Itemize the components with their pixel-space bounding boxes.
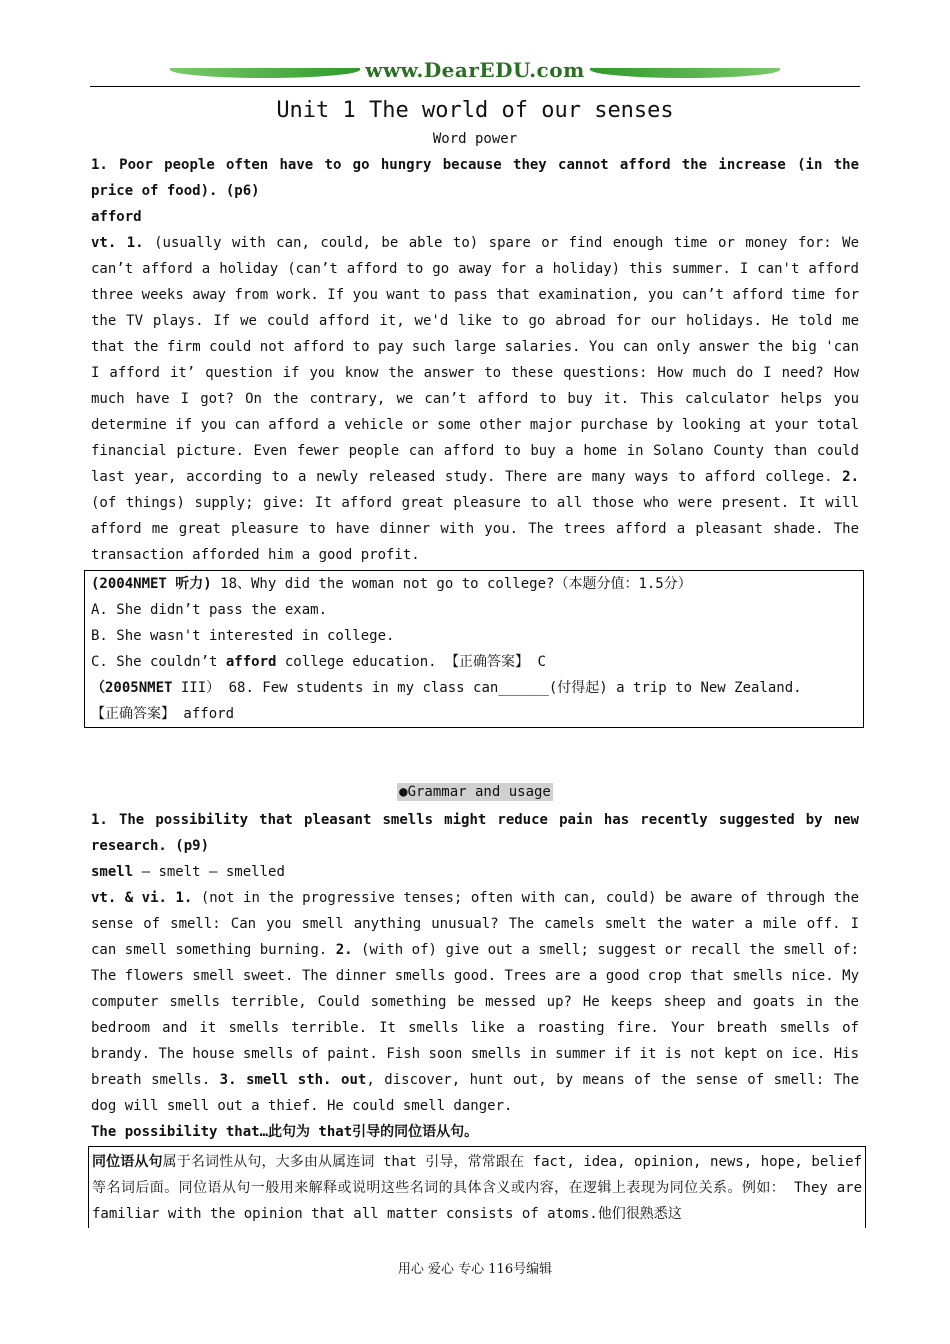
grammar-section-title: ●Grammar and usage <box>399 784 551 800</box>
def-text: (of things) supply; give: It afford great pleasure to all those who were present. It will afford me great pleasure to have dinner with you. The trees afford a pleasant shade. The transaction afforded him a good profit. <box>91 495 859 563</box>
option-b: B. She wasn't interested in college. <box>91 628 395 644</box>
logo-swoosh-left <box>170 68 360 78</box>
def-text: , discover, hunt out, by means of the sense of smell: The dog will smell out a thief. He could smell danger. <box>91 1072 860 1114</box>
exam-source: (2004NMET 听力) <box>91 576 212 592</box>
def-label: vt. 1. <box>91 235 144 251</box>
logo-swoosh-right <box>590 68 780 78</box>
grammar-note: The possibility that…此句为 that引导的同位语从句。 <box>91 1124 479 1140</box>
def-text: (not in the progressive tenses; often with can, could) be aware of through the sense of smell: Can you smell anything unusual? The camels smelt the water a mile off. I can smell something burning. <box>91 890 859 958</box>
option-a: A. She didn’t pass the exam. <box>91 602 328 618</box>
appositive-clause-box <box>88 1146 866 1228</box>
exam-question-2 <box>91 675 802 701</box>
exam-answer: 【正确答案】 afford <box>91 706 235 722</box>
option-c <box>91 649 546 675</box>
appositive-text: 属于名词性从句，大多由从属连词 that 引导，常常跟在 fact, idea, opinion, news, hope, belief 等名词后面。同位语从句一般用来解释或说明这些名词的具体含义或内容，在逻辑上表现为同位关系。例如： They are familiar with the opinion that all matter consists of atoms.他们很熟悉这 <box>92 1154 862 1222</box>
page-footer: 用心 爱心 专心 116号编辑 <box>397 1262 553 1277</box>
section-subtitle: Word power <box>432 131 518 147</box>
page-title: Unit 1 The world of our senses <box>276 98 674 123</box>
verb-forms: – smelt – smelled <box>133 864 285 880</box>
appositive-term: 同位语从句 <box>92 1154 163 1170</box>
logo-text: www.DearEDU.com <box>365 58 585 82</box>
option-c-pre: C. She couldn’t <box>91 654 226 670</box>
option-c-keyword: afford <box>225 654 277 670</box>
def-label: 2. <box>335 942 353 958</box>
example-sentence-2: 1. The possibility that pleasant smells might reduce pain has recently suggested by new research. (p9) <box>91 812 859 854</box>
exam-question-text: 18、Why did the woman not go to college?（本题分值：1.5分） <box>211 576 692 592</box>
headword-afford: afford <box>91 209 142 225</box>
def-label: 3. smell sth. out <box>219 1072 367 1088</box>
option-c-post: college education. 【正确答案】 C <box>276 654 546 670</box>
header-rule <box>90 86 860 87</box>
exam-question-1 <box>91 571 692 597</box>
exam-source: （2005NMET <box>91 680 173 696</box>
headword-smell <box>91 859 859 885</box>
def-label: 2. <box>842 469 859 485</box>
headword: smell <box>91 864 134 880</box>
grammar-section-heading <box>90 784 860 800</box>
exam-question-text: III） 68. Few students in my class can______(付得起) a trip to New Zealand. <box>172 680 802 696</box>
example-sentence-1: 1. Poor people often have to go hungry because they cannot afford the increase (in the price of food). (p6) <box>91 157 859 199</box>
appositive-explanation <box>92 1149 862 1227</box>
def-text: (usually with can, could, be able to) spare or find enough time or money for: We can’t afford a holiday (can’t afford to go away for a holiday) this summer. I can't afford three weeks away from work. If you want to pass that examination, you can’t afford time for the TV plays. If we could afford it, we'd like to go abroad for our holidays. He told me that the firm could not afford to pay such large salaries. You can only answer the big 'can I afford it’ question if you know the answer to these questions: How much do I need? How much have I got? On the contrary, we can’t afford to buy it. This calculator helps you determine if you can afford a vehicle or some other major purchase by looking at your total financial picture. Even fewer people can afford to buy a home in Solano County than could last year, according to a newly released study. There are many ways to afford college. <box>91 235 859 485</box>
exam-question-box <box>84 570 864 728</box>
smell-definition <box>91 885 859 1119</box>
def-label: vt. & vi. 1. <box>91 890 193 906</box>
def-text: (with of) give out a smell; suggest or recall the smell of: The flowers smell sweet. The dinner smells good. Trees are a good crop that smells nice. My computer smells terrible, Could something be messed up? He keeps sheep and goats in the bedroom and it smells terrible. It smells like a roasting fire. Your breath smells of brandy. The house smells of paint. Fish soon smells in summer if it is not kept on ice. His breath smells. <box>91 942 859 1088</box>
afford-definition <box>91 230 859 568</box>
